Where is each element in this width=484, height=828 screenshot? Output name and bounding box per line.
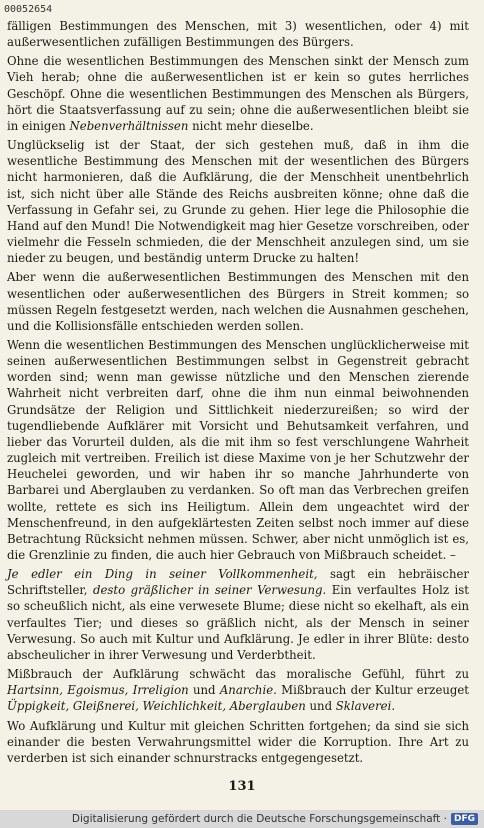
text-run: und	[305, 699, 336, 714]
scan-id: 00052654	[4, 4, 53, 15]
page-number: 131	[228, 779, 256, 794]
text-run: nicht mehr dieselbe.	[188, 118, 314, 133]
paragraph	[7, 137, 469, 266]
text-run: fälligen Bestimmungen des Menschen, mit 3) wesentlichen, oder 4) mit außerwesentlichen zufälligen Bestimmungen des Bürgers.	[7, 19, 469, 50]
italic-text: Anarchie.	[219, 683, 277, 698]
paragraph	[7, 718, 469, 766]
text-run: Wenn die wesentlichen Bestimmungen des Menschen unglücklicherweise mit seinen außerwesentlichen Bestimmungen selbst in Gegenstreit gebracht worden sind; wenn man gewisse nützliche und den Menschen zierende Wahrheit nicht verbreiten darf, ohne die ihm nun einmal beiwohnenden Grundsätze der Religion und Sittlichkeit niederzureißen; so wird der tugendliebende Aufklärer mit Vorsicht und Behutsamkeit verfahren, und lieber das Vorurteil dulden, als die mit ihm so fest verschlungene Wahrheit zugleich mit vertreiben. Freilich ist diese Maxime von je her Schutzwehr der Heuchelei geworden, und wir haben ihr so manche Jahrhunderte von Barbarei und Aberglauben zu verdanken. So oft man das Verbrechen greifen wollte, rettete es sich ins Heiligtum. Allein dem ungeachtet wird der Menschenfreund, in den aufgeklärtesten Zeiten selbst noch immer auf diese Betrachtung Rücksicht nehmen müssen. Schwer, aber nicht unmöglich ist es, die Grenzlinie zu finden, die auch hier Gebrauch von Mißbrauch scheidet. –	[7, 337, 469, 562]
dfg-logo: DFG	[451, 813, 478, 825]
text-run: Wo Aufklärung und Kultur mit gleichen Schritten fortgehen; da sind sie sich einander die besten Verwahrungsmittel wider die Korruption. Ihre Art zu verderben ist sich einander schnurstracks entgegengesetzt.	[7, 718, 469, 765]
paragraph	[7, 566, 469, 663]
italic-text: Je edler ein Ding in seiner Vollkommenheit,	[7, 567, 318, 582]
footer-text: Digitalisierung gefördert durch die Deutsche Forschungsgemeinschaft ·	[71, 813, 447, 825]
text-run: und	[188, 683, 220, 698]
text-run: Ein verfaultes Holz ist so scheußlich nicht, als eine verwesete Blume; diese nicht so ekelhaft, als ein verfaultes Tier; und dieses so gräßlich nicht, als der Mensch in seiner Verwesung. So auch mit Kultur und Aufklärung. Je edler in ihrer Blüte: desto abscheulicher in ihrer Verwesung und Verderbtheit.	[7, 583, 469, 662]
page-body	[7, 18, 469, 769]
paragraph	[7, 53, 469, 134]
paragraph	[7, 269, 469, 334]
italic-text: desto gräßlicher in seiner Verwesung.	[93, 583, 327, 598]
text-run: sagt ein hebräischer Schriftsteller,	[7, 567, 469, 598]
paragraph	[7, 18, 469, 50]
text-run: Mißbrauch der Kultur erzeuget	[276, 683, 469, 698]
italic-text: Hartsinn, Egoismus, Irreligion	[7, 683, 189, 698]
italic-text: Sklaverei.	[335, 699, 396, 714]
text-run: Unglückselig ist der Staat, der sich gestehen muß, daß in ihm die wesentliche Bestimmung des Menschen mit der wesentlichen des Bürgers nicht harmonieren, daß die Aufklärung, die der Menschheit unentbehrlich ist, sich nicht über alle Stände des Reichs ausbreiten könne; ohne daß die Verfassung in Gefahr sei, zu Grunde zu gehen. Hier lege die Philosophie die Hand auf den Mund! Die Notwendigkeit mag hier Gesetze vorschreiben, oder vielmehr die Fesseln schmieden, die der Menschheit anzulegen sind, um sie nieder zu beugen, und beständig unterm Drucke zu halten!	[7, 138, 469, 266]
paragraph	[7, 337, 469, 563]
text-run: Aber wenn die außerwesentlichen Bestimmungen des Menschen mit den wesentlichen oder außerwesentlichen des Bürgers in Streit kommen; so müssen Regeln festgesetzt werden, nach welchen die Ausnahmen geschehen, und die Kollisionsfälle entschieden werden sollen.	[7, 270, 469, 333]
text-run: Mißbrauch der Aufklärung schwächt das moralische Gefühl, führt zu	[7, 667, 469, 682]
digitization-footer	[0, 810, 484, 828]
italic-text: Nebenverhältnissen	[69, 118, 189, 133]
italic-text: Üppigkeit, Gleißnerei, Weichlichkeit, Aberglauben	[7, 699, 306, 714]
paragraph	[7, 666, 469, 714]
text-run: Ohne die wesentlichen Bestimmungen des Menschen sinkt der Mensch zum Vieh herab; ohne die außerwesentlichen ist er kein so gutes herrliches Geschöpf. Ohne die wesentlichen Bestimmungen des Menschen als Bürgers, hört die Staatsverfassung auf zu sein; ohne die außerwesentlichen bleibt sie in einigen	[7, 54, 469, 133]
